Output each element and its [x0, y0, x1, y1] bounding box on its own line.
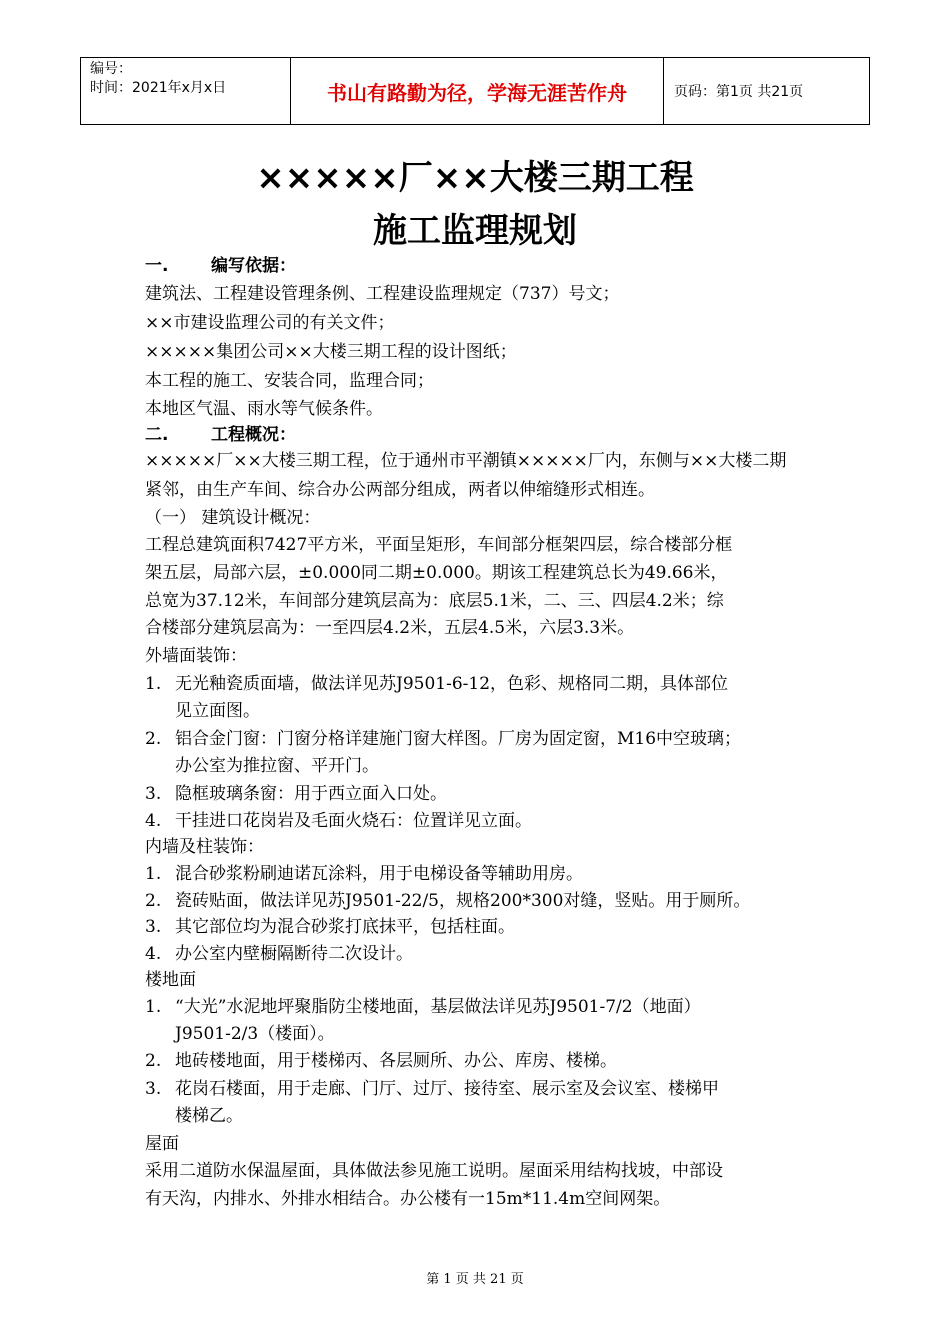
list-item [145, 1050, 617, 1072]
design-line: 总宽为37.12米，车间部分建筑层高为：底层5.1米，二、三、四层4.2米；综 [145, 591, 724, 611]
list-item [145, 943, 413, 965]
item-text: 其它部位均为混合砂浆打底抹平，包括柱面。 [175, 917, 515, 937]
time-label: 时间：2021年x月x日 [90, 80, 227, 96]
list-item [145, 916, 515, 938]
basis-item: 本地区气温、雨水等气候条件。 [145, 399, 383, 419]
item-number: 2. [145, 1051, 162, 1071]
list-item [145, 755, 379, 777]
item-number: 3. [145, 1079, 162, 1099]
list-item [145, 700, 260, 722]
overview-line: 紧邻，由生产车间、综合办公两部分组成，两者以伸缩缝形式相连。 [145, 480, 655, 500]
section-1-heading [145, 255, 296, 277]
list-item [145, 1078, 719, 1100]
item-text: 楼梯乙。 [175, 1106, 243, 1126]
item-number: 1. [145, 674, 162, 694]
roof-line: 采用二道防水保温屋面，具体做法参见施工说明。屋面采用结构找坡，中部设 [145, 1161, 723, 1181]
doc-title-line2: 施工监理规划 [373, 211, 577, 251]
item-text: 地砖楼地面，用于楼梯丙、各层厕所、办公、库房、楼梯。 [175, 1051, 617, 1071]
basis-item: 建筑法、工程建设管理条例、工程建设监理规定（737）号文； [145, 284, 620, 304]
item-number: 1. [145, 864, 162, 884]
item-text: J9501-2/3（楼面）。 [175, 1024, 335, 1044]
basis-item: ××市建设监理公司的有关文件； [145, 313, 395, 333]
item-text: 干挂进口花岗岩及毛面火烧石：位置详见立面。 [175, 811, 532, 831]
section-2-heading [145, 424, 296, 446]
roof-line: 有天沟，内排水、外排水相结合。办公楼有一15m*11.4m空间网架。 [145, 1189, 671, 1209]
design-line: 合楼部分建筑层高为：一至四层4.2米，五层4.5米，六层3.3米。 [145, 618, 635, 638]
floor-label: 楼地面 [145, 970, 196, 990]
list-item [145, 728, 741, 750]
doc-title-line1: ×××××厂××大楼三期工程 [256, 158, 694, 198]
item-number: 3. [145, 784, 162, 804]
section-1-number: 一. [145, 256, 169, 276]
basis-item: ×××××集团公司××大楼三期工程的设计图纸； [145, 342, 517, 362]
design-line: 架五层，局部六层，±0.000同二期±0.000。期该工程建筑总长为49.66米， [145, 563, 728, 583]
basis-item: 本工程的施工、安装合同，监理合同； [145, 371, 434, 391]
list-item [145, 996, 701, 1018]
item-text: 铝合金门窗：门窗分格详建施门窗大样图。厂房为固定窗，M16中空玻璃； [175, 729, 742, 749]
list-item [145, 863, 583, 885]
item-text: 花岗石楼面，用于走廊、门厅、过厅、接待室、展示室及会议室、楼梯甲 [175, 1079, 719, 1099]
page-header [80, 57, 870, 125]
list-item [145, 1023, 335, 1045]
item-number: 2. [145, 729, 162, 749]
item-number: 3. [145, 917, 162, 937]
list-item [145, 1105, 243, 1127]
design-line: 工程总建筑面积7427平方米，平面呈矩形，车间部分框架四层，综合楼部分框 [145, 535, 733, 555]
header-page-info: 页码：第1页 共21页 [664, 58, 870, 125]
item-text: 隐框玻璃条窗：用于西立面入口处。 [175, 784, 447, 804]
header-motto: 书山有路勤为径，学海无涯苦作舟 [291, 58, 664, 125]
item-number: 2. [145, 891, 162, 911]
item-number: 4. [145, 944, 162, 964]
list-item [145, 783, 447, 805]
item-number: 1. [145, 997, 162, 1017]
interior-label: 内墙及柱装饰： [145, 837, 264, 857]
subsection-heading: （一） 建筑设计概况： [145, 508, 321, 528]
list-item [145, 673, 728, 695]
item-text: 混合砂浆粉刷迪诺瓦涂料，用于电梯设备等辅助用房。 [175, 864, 583, 884]
item-text: “大光”水泥地坪聚脂防尘楼地面，基层做法详见苏J9501-7/2（地面） [175, 997, 701, 1017]
exterior-label: 外墙面装饰： [145, 646, 247, 666]
serial-label: 编号： [90, 61, 132, 77]
item-text: 无光釉瓷质面墙，做法详见苏J9501-6-12，色彩、规格同二期，具体部位 [175, 674, 729, 694]
section-2-title: 工程概况： [211, 425, 296, 445]
page-footer: 第 1 页 共 21 页 [426, 1272, 524, 1287]
roof-label: 屋面 [145, 1134, 179, 1154]
section-2-number: 二. [145, 425, 169, 445]
list-item [145, 810, 532, 832]
item-text: 见立面图。 [175, 701, 260, 721]
item-text: 瓷砖贴面，做法详见苏J9501-22/5，规格200*300对缝，竖贴。用于厕所。 [175, 891, 751, 911]
item-text: 办公室内壁橱隔断待二次设计。 [175, 944, 413, 964]
section-1-title: 编写依据： [211, 256, 296, 276]
header-meta [81, 58, 291, 125]
overview-line: ×××××厂××大楼三期工程，位于通州市平潮镇×××××厂内，东侧与××大楼二期 [145, 451, 787, 471]
list-item [145, 890, 750, 912]
item-number: 4. [145, 811, 162, 831]
item-text: 办公室为推拉窗、平开门。 [175, 756, 379, 776]
